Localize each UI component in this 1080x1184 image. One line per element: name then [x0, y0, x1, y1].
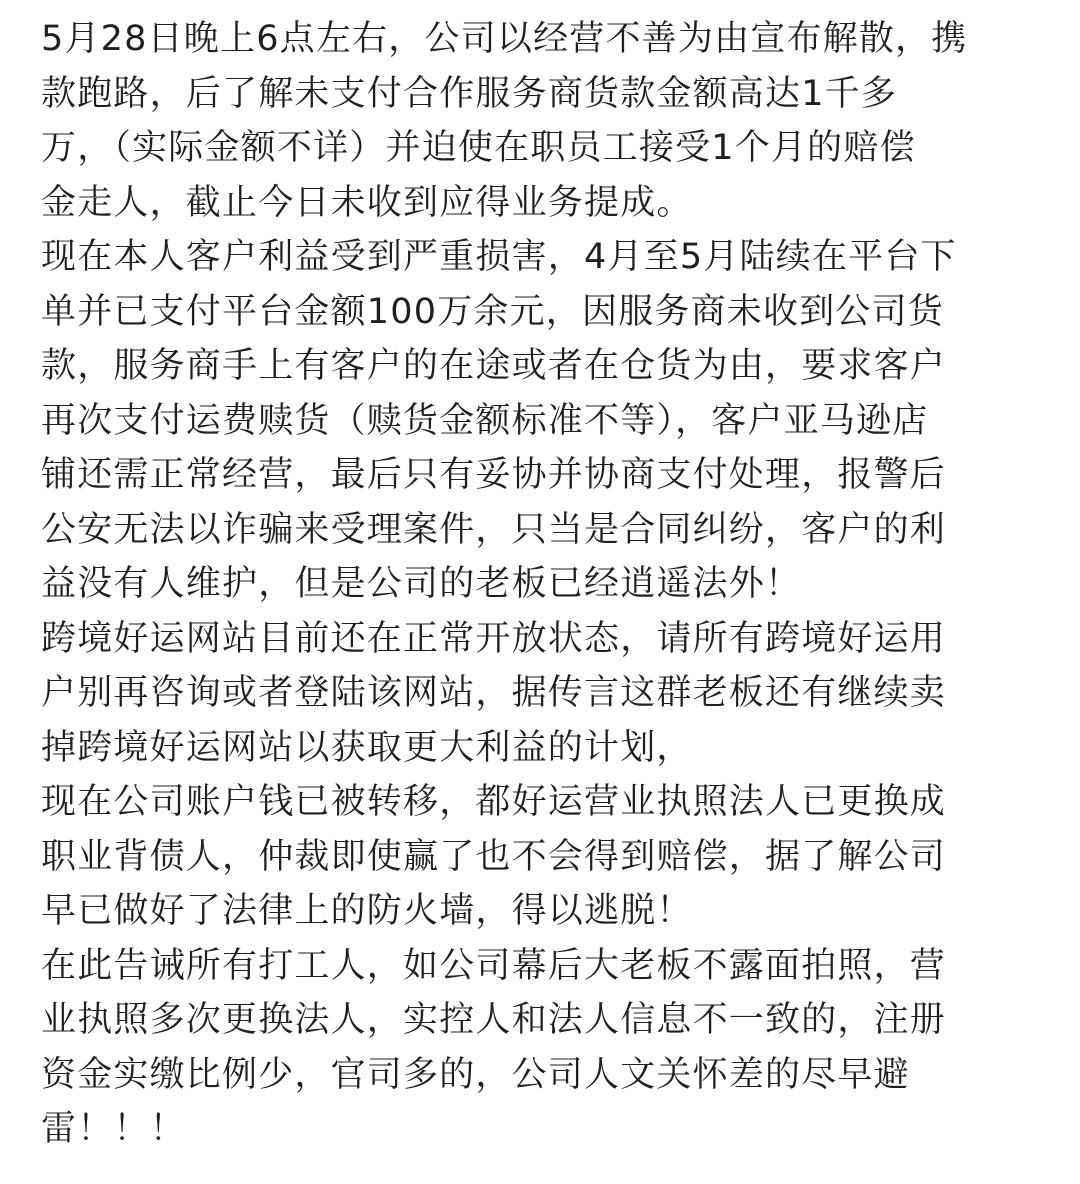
text-line: 在此告诫所有打工人，如公司幕后大老板不露面拍照，营 — [41, 945, 947, 986]
text-line: 再次支付运费赎货（赎货金额标准不等），客户亚马逊店 — [41, 400, 929, 441]
text-line: 5月28日晚上6点左右，公司以经营不善为由宣布解散，携 — [41, 19, 968, 59]
text-line: 金走人，截止今日未收到应得业务提成。 — [41, 182, 693, 223]
text-line: 单并已支付平台金额100万余元，因服务商未收到公司货 — [41, 291, 945, 332]
text-line: 款，服务商手上有客户的在途或者在仓货为由，要求客户 — [41, 346, 947, 386]
text-line: 早已做好了法律上的防火墙，得以逃脱！ — [41, 891, 693, 931]
text-line: 雷！！！ — [41, 1109, 186, 1149]
text-line: 业执照多次更换法人，实控人和法人信息不一致的，注册 — [41, 1000, 947, 1040]
text-line: 掉跨境好运网站以获取更大利益的计划， — [41, 727, 693, 768]
text-line: 公安无法以诈骗来受理案件，只当是合同纠纷，客户的利 — [41, 509, 947, 550]
post-body-text — [41, 12, 1060, 1157]
text-line: 职业背债人，仲裁即使赢了也不会得到赔偿，据了解公司 — [41, 836, 947, 877]
text-line: 户别再咨询或者登陆该网站，据传言这群老板还有继续卖 — [41, 673, 947, 713]
text-line: 铺还需正常经营，最后只有妥协并协商支付处理，报警后 — [41, 455, 947, 495]
text-line: 款跑路，后了解未支付合作服务商货款金额高达1千多 — [41, 73, 898, 114]
text-line: 资金实缴比例少，官司多的，公司人文关怀差的尽早避 — [41, 1054, 910, 1095]
text-line: 跨境好运网站目前还在正常开放状态，请所有跨境好运用 — [41, 618, 947, 659]
text-line: 益没有人维护，但是公司的老板已经逍遥法外！ — [41, 564, 802, 604]
text-line: 现在公司账户钱已被转移，都好运营业执照法人已更换成 — [41, 782, 947, 822]
text-line: 万，（实际金额不详）并迫使在职员工接受1个月的赔偿 — [41, 128, 916, 168]
text-line: 现在本人客户利益受到严重损害，4月至5月陆续在平台下 — [41, 237, 957, 277]
